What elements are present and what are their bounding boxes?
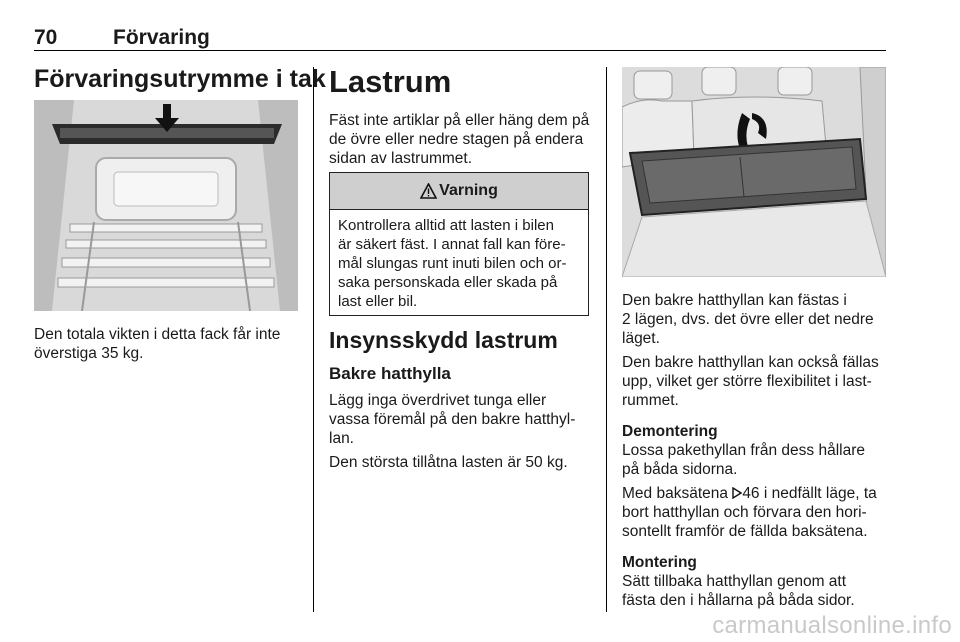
hat-shelf-line: vassa föremål på den bakre hatthyl- — [329, 411, 576, 428]
rear-seat-line: bort hatthyllan och förvara den hori- — [622, 504, 867, 521]
warning-box — [329, 172, 589, 316]
left-body-text — [34, 325, 280, 363]
left-text-line: Den totala vikten i detta fack får inte — [34, 326, 281, 343]
position-line: Den bakre hatthyllan kan fästas i — [622, 292, 847, 309]
left-text-line: överstiga 35 kg. — [34, 345, 144, 362]
left-heading: Förvaringsutrymme i tak — [34, 65, 326, 93]
cover-heading: Insynsskydd lastrum — [329, 327, 558, 353]
lastrum-intro — [329, 111, 589, 168]
removal-line: på båda sidorna. — [622, 461, 738, 478]
overhead-storage-illustration — [34, 100, 298, 311]
hat-shelf-text — [329, 391, 575, 472]
rear-seat-line — [622, 484, 879, 503]
intro-line: sidan av lastrummet. — [329, 150, 472, 167]
warning-line: mål slungas runt inuti bilen och or- — [338, 255, 567, 272]
position-line: 2 lägen, dvs. det övre eller det nedre — [622, 311, 874, 328]
warning-line: last eller bil. — [338, 293, 418, 310]
column-divider-right — [606, 67, 607, 612]
section-title: Förvaring — [113, 26, 210, 49]
hat-shelf-line: Lägg inga överdrivet tunga eller — [329, 392, 547, 409]
lastrum-heading: Lastrum — [329, 64, 452, 99]
page-reference-arrow-icon — [732, 487, 742, 499]
fold-line: Den bakre hatthyllan kan också fällas — [622, 354, 879, 371]
rear-seat-prefix: Med baksätena — [622, 485, 728, 502]
removal-label: Demontering — [622, 423, 718, 440]
fold-line: upp, vilket ger större flexibilitet i last- — [622, 373, 872, 390]
page-reference[interactable]: 46 — [742, 485, 760, 502]
overhead-storage-drawing — [34, 100, 298, 311]
right-body-text — [622, 291, 879, 610]
max-load-line: Den största tillåtna lasten är 50 kg. — [329, 454, 568, 471]
warning-line: Kontrollera alltid att lasten i bilen — [338, 217, 554, 234]
warning-body — [330, 210, 588, 311]
hat-shelf-line: lan. — [329, 430, 354, 447]
column-divider-left — [313, 67, 314, 612]
watermark: carmanualsonline.info — [712, 612, 952, 639]
rear-seat-line: sontellt framför de fällda baksätena. — [622, 523, 868, 540]
position-line: läget. — [622, 330, 660, 347]
rear-seat-suffix: i nedfällt läge, ta — [763, 485, 877, 502]
header-rule — [34, 50, 886, 51]
mount-line: Sätt tillbaka hatthyllan genom att — [622, 573, 847, 590]
rear-shelf-illustration — [622, 67, 886, 277]
page-number: 70 — [34, 26, 58, 49]
mount-line: fästa den i hållarna på båda sidor. — [622, 592, 855, 609]
fold-line: rummet. — [622, 392, 679, 409]
warning-header — [330, 173, 588, 210]
rear-shelf-drawing — [622, 67, 886, 277]
warning-line: är säkert fäst. I annat fall kan före- — [338, 236, 566, 253]
warning-title: Varning — [439, 182, 498, 199]
warning-triangle-icon — [420, 183, 437, 199]
intro-line: de övre eller nedre stagen på endera — [329, 131, 584, 148]
warning-line: saka personskada eller skada på — [338, 274, 558, 291]
removal-line: Lossa pakethyllan från dess hållare — [622, 442, 865, 459]
intro-line: Fäst inte artiklar på eller häng dem på — [329, 112, 590, 129]
mount-label: Montering — [622, 554, 697, 571]
hat-shelf-heading: Bakre hatthylla — [329, 364, 451, 383]
